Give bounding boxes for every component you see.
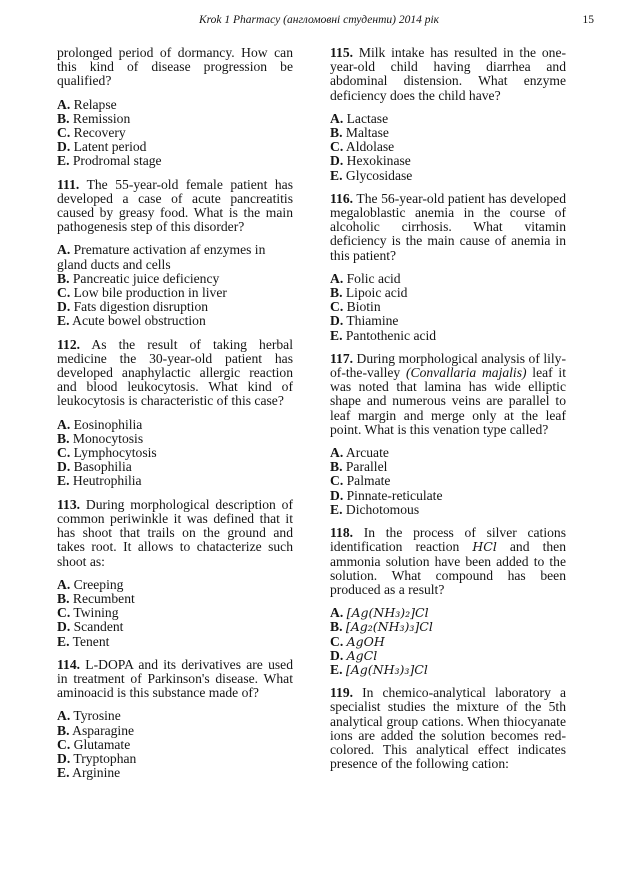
question-stem bbox=[57, 178, 293, 235]
question-number: 116. bbox=[330, 190, 354, 206]
answer-options bbox=[57, 709, 293, 780]
answer-options bbox=[57, 243, 293, 328]
option-letter: D. bbox=[57, 299, 71, 315]
question-stem bbox=[330, 46, 566, 103]
option-text: Lipoic acid bbox=[345, 285, 408, 301]
question-number: 118. bbox=[330, 525, 354, 541]
answer-option bbox=[330, 649, 566, 663]
option-text: Tenent bbox=[72, 633, 110, 649]
answer-option bbox=[330, 169, 566, 183]
answer-option bbox=[57, 300, 293, 314]
answer-option bbox=[57, 140, 293, 154]
option-letter: A. bbox=[57, 96, 71, 112]
option-letter: E. bbox=[57, 473, 70, 489]
option-text: Prodromal stage bbox=[72, 153, 162, 169]
answer-option bbox=[330, 329, 566, 343]
formula: HCl bbox=[472, 539, 497, 555]
answer-option bbox=[330, 489, 566, 503]
answer-option bbox=[57, 112, 293, 126]
answer-option bbox=[330, 663, 566, 677]
question-stem bbox=[330, 192, 566, 263]
option-text: Pinnate-reticulate bbox=[346, 487, 443, 503]
answer-option bbox=[57, 578, 293, 592]
question-117 bbox=[330, 352, 566, 517]
option-letter: B. bbox=[57, 270, 70, 286]
option-letter: B. bbox=[57, 722, 70, 738]
option-text: Creeping bbox=[73, 576, 124, 592]
answer-option bbox=[57, 460, 293, 474]
question-119 bbox=[330, 686, 566, 771]
answer-options bbox=[57, 418, 293, 489]
answer-options bbox=[330, 272, 566, 343]
option-letter: D. bbox=[57, 139, 71, 155]
option-letter: A. bbox=[57, 576, 71, 592]
option-letter: D. bbox=[57, 459, 71, 475]
option-text: Thiamine bbox=[346, 313, 399, 329]
answer-option bbox=[330, 620, 566, 634]
option-text: Recumbent bbox=[72, 590, 135, 606]
option-text: Relapse bbox=[73, 96, 117, 112]
answer-option bbox=[330, 126, 566, 140]
answer-option bbox=[330, 112, 566, 126]
option-text: Twining bbox=[73, 605, 119, 621]
option-letter: A. bbox=[330, 270, 344, 286]
option-text: Acute bowel obstruction bbox=[72, 313, 206, 329]
answer-option bbox=[330, 460, 566, 474]
question-text: prolonged period of dormancy. How can this kind of disease progression be qualified? bbox=[57, 45, 293, 89]
answer-option bbox=[57, 446, 293, 460]
question-text: The 56-year-old patient has developed megaloblastic anemia in the course of alcoholic cirrhosis. What vitamin deficiency is the main cause of anemia in this patient? bbox=[330, 190, 566, 263]
answer-option bbox=[57, 286, 293, 300]
option-formula: [Ag₂(NH₃)₃]Cl bbox=[345, 619, 433, 635]
answer-option bbox=[57, 314, 293, 328]
option-letter: C. bbox=[57, 125, 71, 141]
option-letter: E. bbox=[57, 765, 70, 781]
option-text: Dichotomous bbox=[345, 501, 420, 517]
option-letter: B. bbox=[330, 125, 343, 141]
option-text: Fats digestion disruption bbox=[73, 299, 209, 315]
question-number: 117. bbox=[330, 350, 354, 366]
question-text: During morphological analysis of lily-of-the-valley bbox=[330, 350, 566, 381]
answer-option bbox=[330, 474, 566, 488]
question-text: During morphological description of common periwinkle it was defined that it has shoot that trails on the ground and takes root. It allows to chatacterize such shoot as: bbox=[57, 496, 293, 569]
option-letter: C. bbox=[330, 473, 344, 489]
option-text: Lymphocytosis bbox=[73, 445, 157, 461]
option-text: Pancreatic juice deficiency bbox=[72, 270, 220, 286]
option-text: Latent period bbox=[73, 139, 147, 155]
answer-options bbox=[330, 446, 566, 517]
answer-option bbox=[57, 752, 293, 766]
option-formula: AgOH bbox=[346, 633, 385, 649]
option-letter: C. bbox=[330, 633, 344, 649]
option-text: Arcuate bbox=[345, 445, 389, 461]
option-letter: A. bbox=[330, 445, 344, 461]
option-letter: D. bbox=[330, 313, 344, 329]
question-text: The 55-year-old female patient has developed a case of acute pancreatitis caused by greasy food. What is the main pathogenesis step of this disorder? bbox=[57, 176, 293, 235]
option-letter: D. bbox=[57, 750, 71, 766]
page-number: 15 bbox=[582, 14, 594, 26]
question-118 bbox=[330, 526, 566, 677]
answer-options bbox=[57, 578, 293, 649]
question-number: 112. bbox=[57, 336, 81, 352]
question-stem bbox=[330, 352, 566, 437]
option-letter: A. bbox=[57, 416, 71, 432]
answer-option bbox=[57, 592, 293, 606]
option-text: Arginine bbox=[72, 765, 121, 781]
question-text: In the process of silver cations identification reaction bbox=[330, 525, 566, 555]
option-text: Remission bbox=[72, 110, 131, 126]
answer-option bbox=[330, 286, 566, 300]
answer-option bbox=[57, 766, 293, 780]
option-text: Monocytosis bbox=[72, 430, 144, 446]
option-letter: A. bbox=[330, 110, 344, 126]
option-text: Low bile production in liver bbox=[73, 285, 227, 301]
option-text: Tryptophan bbox=[73, 750, 137, 766]
question-number: 113. bbox=[57, 496, 81, 512]
answer-option bbox=[57, 126, 293, 140]
question-stem bbox=[57, 658, 293, 701]
answer-options bbox=[57, 98, 293, 169]
question-112 bbox=[57, 338, 293, 489]
answer-option bbox=[57, 709, 293, 723]
option-text: Asparagine bbox=[72, 722, 135, 738]
option-text: Premature activation af enzymes in gland ducts and cells bbox=[57, 242, 266, 272]
question-114 bbox=[57, 658, 293, 781]
answer-options bbox=[330, 606, 566, 677]
question-stem bbox=[330, 526, 566, 597]
option-letter: E. bbox=[330, 501, 343, 517]
option-text: Hexokinase bbox=[346, 153, 411, 169]
option-letter: E. bbox=[57, 153, 70, 169]
option-text: Basophilia bbox=[73, 459, 132, 475]
option-letter: E. bbox=[330, 661, 343, 677]
page-header bbox=[0, 14, 638, 32]
option-letter: A. bbox=[57, 242, 71, 258]
question-number: 119. bbox=[330, 685, 354, 701]
option-letter: E. bbox=[330, 167, 343, 183]
answer-option bbox=[330, 300, 566, 314]
question-stem bbox=[57, 498, 293, 569]
option-letter: B. bbox=[330, 619, 343, 635]
option-text: Palmate bbox=[346, 473, 391, 489]
option-text: Glutamate bbox=[73, 736, 131, 752]
option-letter: B. bbox=[330, 459, 343, 475]
option-text: Maltase bbox=[345, 125, 389, 141]
answer-option bbox=[57, 724, 293, 738]
question-text: In chemico-analytical laboratory a specialist studies the mixture of the 5th analytical group cations. When thiocyanate ions are added the solution becomes red-colored. This analytical effect indicates presence of the following cation: bbox=[330, 685, 566, 772]
option-text: Eosinophilia bbox=[73, 416, 143, 432]
answer-option bbox=[57, 635, 293, 649]
option-text: Heutrophilia bbox=[72, 473, 142, 489]
answer-option bbox=[330, 606, 566, 620]
option-text: Biotin bbox=[346, 299, 381, 315]
question-text-cont: and then ammonia solution have been added to the solution. What compound has been produced as a result? bbox=[330, 539, 566, 597]
right-column bbox=[330, 46, 566, 780]
answer-option bbox=[57, 432, 293, 446]
option-letter: C. bbox=[57, 736, 71, 752]
option-formula: [Ag(NH₃)₃]Cl bbox=[345, 661, 428, 677]
option-letter: B. bbox=[57, 430, 70, 446]
option-letter: D. bbox=[330, 153, 344, 169]
answer-option bbox=[330, 446, 566, 460]
option-letter: C. bbox=[330, 299, 344, 315]
question-text: Milk intake has resulted in the one-year-old child having diarrhea and abdominal distension. What enzyme deficiency does the child have? bbox=[330, 45, 567, 103]
answer-option bbox=[57, 606, 293, 620]
option-letter: A. bbox=[330, 605, 344, 621]
answer-option bbox=[330, 272, 566, 286]
option-letter: A. bbox=[57, 708, 71, 724]
option-text: Scandent bbox=[73, 619, 124, 635]
option-letter: B. bbox=[330, 285, 343, 301]
question-text-cont: leaf it was noted that lamina has wide elliptic shape and numerous veins are parallel to leaf margin and merge only at the leaf point. What is this venation type called? bbox=[330, 365, 566, 437]
option-formula: AgCl bbox=[346, 647, 378, 663]
question-text: L-DOPA and its derivatives are used in treatment of Parkinson's disease. What aminoacid is this substance made of? bbox=[57, 656, 293, 701]
option-text: Parallel bbox=[345, 459, 388, 475]
option-text: Tyrosine bbox=[73, 708, 121, 724]
answer-options bbox=[330, 112, 566, 183]
question-text: As the result of taking herbal medicine the 30-year-old patient has developed anaphylactic allergic reaction and blood leukocytosis. What kind of leukocytosis is characteristic of this case? bbox=[57, 336, 293, 409]
question-stem bbox=[330, 686, 566, 771]
option-letter: E. bbox=[330, 327, 343, 343]
option-text: Pantothenic acid bbox=[345, 327, 437, 343]
option-letter: D. bbox=[330, 647, 344, 663]
answer-option bbox=[57, 272, 293, 286]
question-111 bbox=[57, 178, 293, 329]
option-letter: C. bbox=[57, 605, 71, 621]
option-letter: B. bbox=[57, 110, 70, 126]
answer-option bbox=[57, 620, 293, 634]
answer-option bbox=[330, 635, 566, 649]
option-text: Aldolase bbox=[345, 139, 395, 155]
answer-option bbox=[57, 154, 293, 168]
answer-option bbox=[330, 314, 566, 328]
option-text: Folic acid bbox=[346, 270, 401, 286]
option-letter: D. bbox=[330, 487, 344, 503]
option-text: Recovery bbox=[73, 125, 126, 141]
question-116 bbox=[330, 192, 566, 343]
question-number: 115. bbox=[330, 45, 354, 60]
answer-option bbox=[330, 154, 566, 168]
option-text: Lactase bbox=[346, 110, 389, 126]
option-letter: C. bbox=[330, 139, 344, 155]
option-text: Glycosidase bbox=[345, 167, 413, 183]
latin-name: (Convallaria majalis) bbox=[405, 365, 527, 381]
answer-option bbox=[57, 738, 293, 752]
answer-option bbox=[330, 140, 566, 154]
question-113 bbox=[57, 498, 293, 649]
answer-option bbox=[57, 418, 293, 432]
option-letter: E. bbox=[57, 633, 70, 649]
question-number: 114. bbox=[57, 656, 81, 672]
answer-option bbox=[57, 98, 293, 112]
option-letter: C. bbox=[57, 285, 71, 301]
option-letter: D. bbox=[57, 619, 71, 635]
option-formula: [Ag(NH₃)₂]Cl bbox=[346, 605, 429, 621]
running-title: Krok 1 Pharmacy (англомовні студенти) 2014 рік bbox=[198, 14, 440, 26]
option-letter: B. bbox=[57, 590, 70, 606]
left-column bbox=[57, 46, 293, 789]
option-letter: E. bbox=[57, 313, 70, 329]
question-115 bbox=[330, 46, 566, 183]
question-continued bbox=[57, 46, 293, 169]
question-stem bbox=[57, 338, 293, 409]
answer-option bbox=[330, 503, 566, 517]
question-number: 111. bbox=[57, 176, 80, 192]
answer-option bbox=[57, 243, 293, 271]
option-letter: C. bbox=[57, 445, 71, 461]
answer-option bbox=[57, 474, 293, 488]
